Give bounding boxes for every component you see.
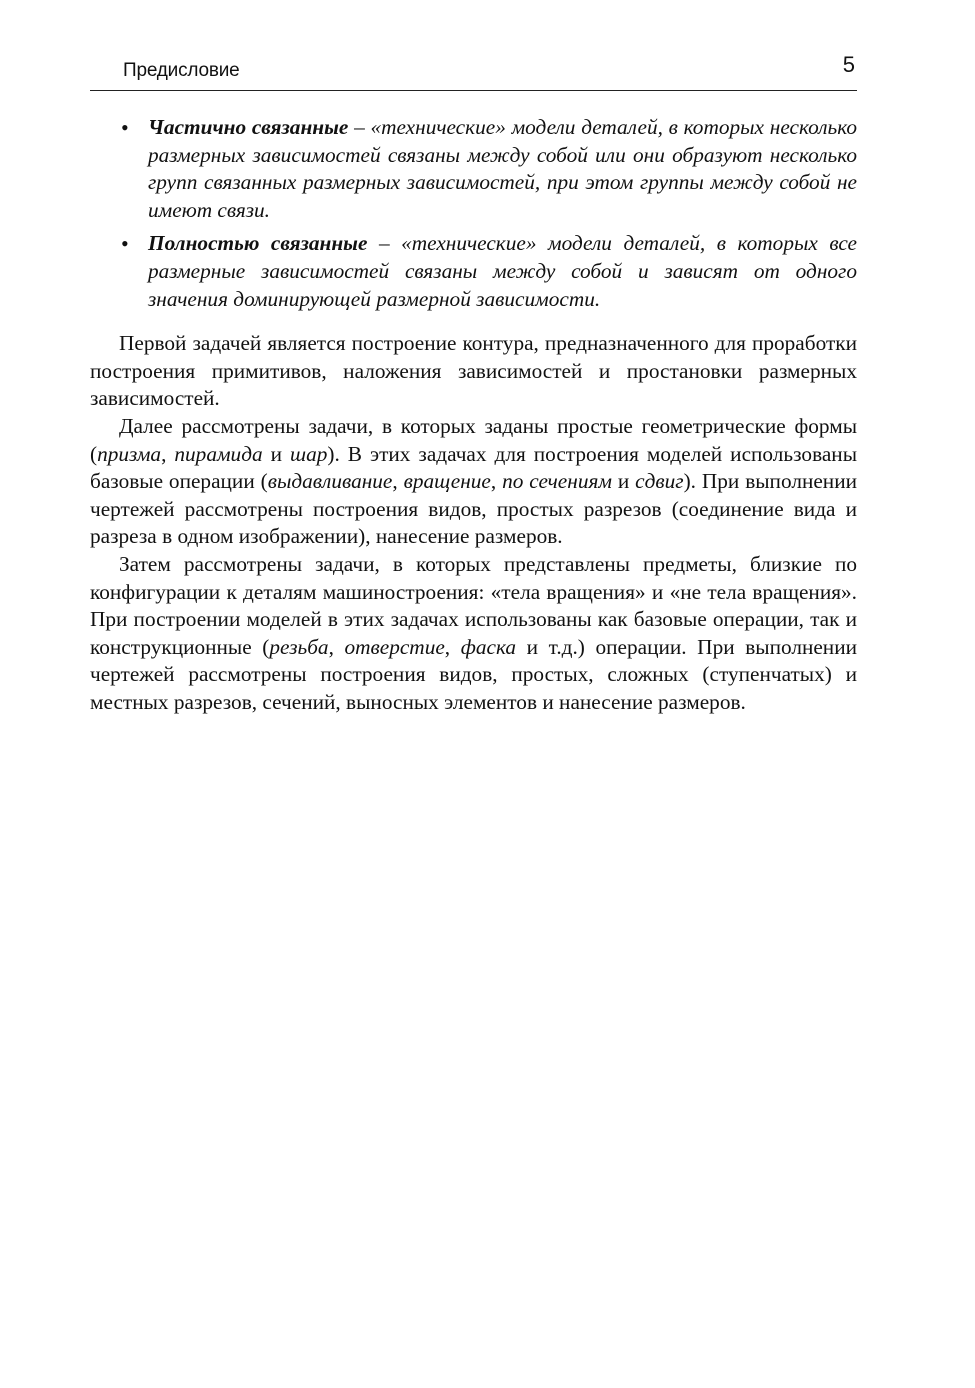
paragraph: Далее рассмотрены задачи, в которых заданы простые геометрические формы (призма, пирамида и шар). В этих задачах для построения моделей использованы базовые операции (выдавливание, вращение, по сечениям и сдвиг). При выполнении чертежей рассмотрены построения видов, простых разрезов (соединение вида и разреза в одном изображении), нанесение размеров. (90, 413, 857, 549)
running-title: Предисловие (123, 60, 240, 81)
paragraph: Затем рассмотрены задачи, в которых представлены предметы, близкие по конфигурации к деталям машиностроения: «тела вращения» и «не тела вращения». При построении моделей в этих задачах использованы как базовые операции, так и конструкционные (резьба, отверстие, фаска и т.д.) операции. При выполнении чертежей рассмотрены построения видов, простых, сложных (ступенчатых) и местных разрезов, сечений, выносных элементов и нанесение размеров. (90, 551, 857, 714)
bullet-list (90, 114, 857, 313)
bullet-text: – «технические» модели деталей, в которых все размерные зависимостей связаны между собой и зависят от одного значения доминирующей размерной зависимости. (148, 231, 857, 311)
page-number: 5 (842, 52, 855, 77)
paragraph: Первой задачей является построение контура, предназначенного для проработки построения примитивов, наложения зависимостей и простановки размерных зависимостей. (90, 331, 857, 411)
list-item (90, 230, 857, 313)
page-header (90, 50, 857, 91)
bullet-text: – «технические» модели деталей, в которых несколько размерных зависимостей связаны между собой или они образуют несколько групп связанных размерных зависимостей, при этом группы между собой не имеют связи. (148, 115, 857, 222)
bullet-icon: • (121, 115, 129, 140)
bullet-term: Частично связанные (148, 115, 349, 139)
page-body (90, 114, 857, 716)
bullet-icon: • (121, 231, 129, 257)
list-item (90, 114, 857, 224)
bullet-term: Полностью связанные (148, 231, 368, 256)
